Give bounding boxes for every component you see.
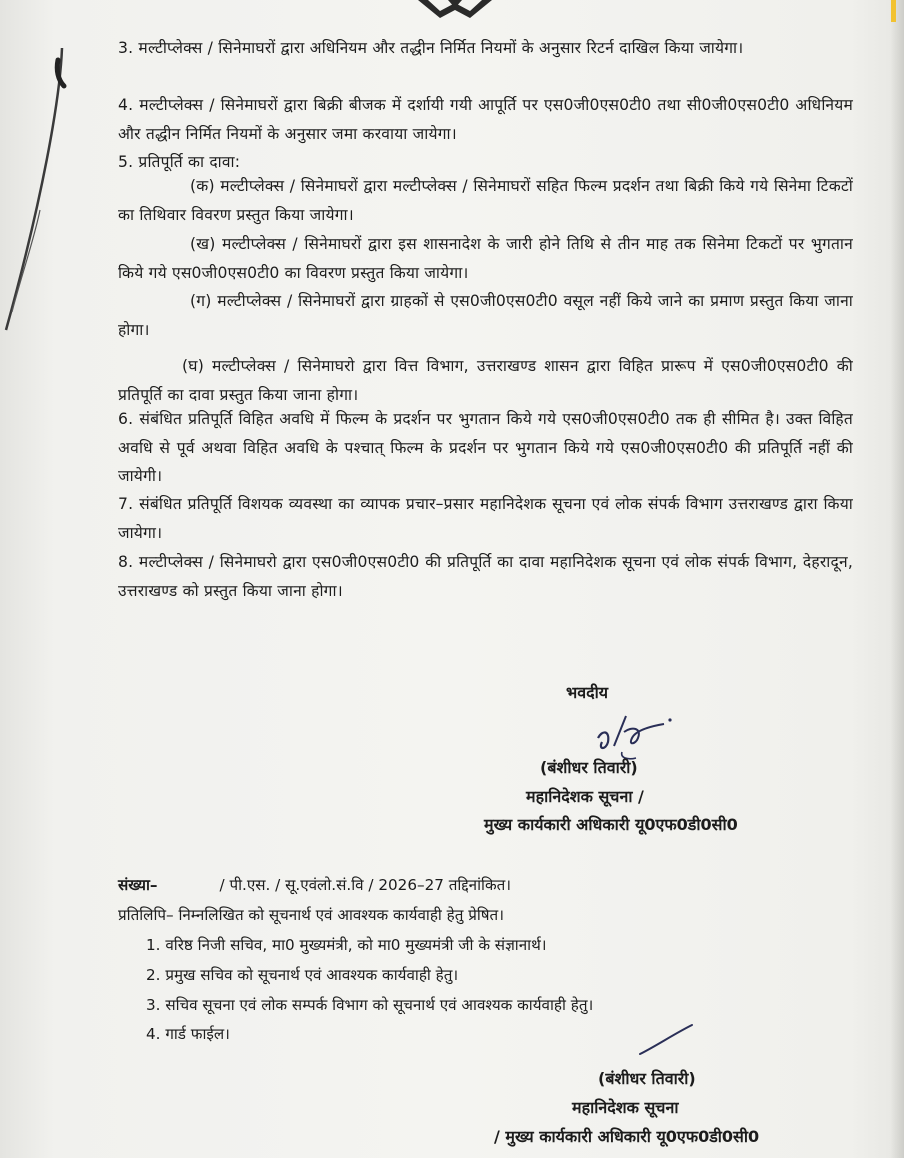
paragraph-5c: (ग) मल्टीप्लेक्स / सिनेमाघरों द्वारा ग्राहकों से एस0जी0एस0टी0 वसूल नहीं किये जाने का प्रमाण प्रस्तुत किया जाना होगा। [118, 292, 853, 339]
reference-line [118, 872, 511, 898]
paragraph-5d: (घ) मल्टीप्लेक्स / सिनेमाघरो द्वारा वित्त विभाग, उत्तराखण्ड शासन द्वारा विहित प्रारूप में एस0जी0एस0टी0 की प्रतिपूर्ति का दावा प्रस्तुत किया जाना होगा। [118, 357, 853, 404]
cc-item-3: 3. सचिव सूचना एवं लोक सम्पर्क विभाग को सूचनार्थ एवं आवश्यक कार्यवाही हेतु। [146, 996, 594, 1014]
paragraph-3: 3. मल्टीप्लेक्स / सिनेमाघरों द्वारा अधिनियम और तद्धीन निर्मित नियमों के अनुसार रिटर्न दाखिल किया जायेगा। [118, 39, 744, 57]
signatory-2-designation-1: महानिदेशक सूचना [572, 1098, 679, 1117]
signatory-designation-1: महानिदेशक सूचना / [526, 787, 644, 806]
paragraph-4: 4. मल्टीप्लेक्स / सिनेमाघरों द्वारा बिक्री बीजक में दर्शायी गयी आपूर्ति पर एस0जी0एस0टी0 तथा सी0जी0एस0टी0 अधिनियम और तद्धीन निर्मित नियमों के अनुसार जमा करवाया जायेगा। [118, 96, 853, 143]
signatory-2-name: (बंशीधर तिवारी) [598, 1069, 696, 1088]
signatory-2-designation-2: / मुख्य कार्यकारी अधिकारी यू0एफ0डी0सी0 [494, 1127, 760, 1146]
page-edge-shadow [890, 0, 904, 1158]
paragraph-5a: (क) मल्टीप्लेक्स / सिनेमाघरों द्वारा मल्टीप्लेक्स / सिनेमाघरों सहित फिल्म प्रदर्शन तथा बिक्री किये गये सिनेमा टिकटों का तिथिवार विवरण प्रस्तुत किया जायेगा। [118, 177, 853, 224]
reference-label: संख्या– [118, 876, 158, 894]
emblem-icon [410, 0, 500, 22]
pen-stroke-mark [0, 40, 80, 340]
paragraph-6: 6. संबंधित प्रतिपूर्ति विहित अवधि में फिल्म के प्रदर्शन पर भुगतान किये गये एस0जी0एस0टी0 तक ही सीमित है। उक्त विहित अवधि से पूर्व अथवा विहित अवधि के पश्चात् फिल्म के प्रदर्शन पर भुगतान किये गये एस0जी0एस0टी0 की प्रतिपूर्ति नहीं की जायेगी। [118, 410, 853, 485]
cc-item-2: 2. प्रमुख सचिव को सूचनार्थ एवं आवश्यक कार्यवाही हेतु। [146, 966, 459, 984]
edge-highlight [891, 0, 896, 22]
paragraph-8: 8. मल्टीप्लेक्स / सिनेमाघरो द्वारा एस0जी0एस0टी0 की प्रतिपूर्ति का दावा महानिदेशक सूचना एवं लोक संपर्क विभाग, देहरादून, उत्तराखण्ड को प्रस्तुत किया जाना होगा। [118, 553, 853, 600]
cc-item-4: 4. गार्ड फाईल। [146, 1025, 230, 1043]
signatory-name: (बंशीधर तिवारी) [540, 758, 638, 777]
paragraph-5b: (ख) मल्टीप्लेक्स / सिनेमाघरों द्वारा इस शासनादेश के जारी होने तिथि से तीन माह तक सिनेमा टिकटों पर भुगतान किये गये एस0जी0एस0टी0 का विवरण प्रस्तुत किया जायेगा। [118, 235, 853, 282]
closing-salutation: भवदीय [566, 683, 609, 702]
cc-intro: प्रतिलिपि– निम्नलिखित को सूचनार्थ एवं आवश्यक कार्यवाही हेतु प्रेषित। [118, 906, 504, 924]
reference-number: / पी.एस. / सू.एवंलो.सं.वि / 2026–27 तद्दिनांकित। [219, 876, 512, 894]
initial-mark [636, 1022, 696, 1058]
cc-item-1: 1. वरिष्ठ निजी सचिव, मा0 मुख्यमंत्री, को मा0 मुख्यमंत्री जी के संज्ञानार्थ। [146, 936, 547, 954]
paragraph-5-heading: 5. प्रतिपूर्ति का दावा: [118, 153, 241, 171]
signatory-designation-2: मुख्य कार्यकारी अधिकारी यू0एफ0डी0सी0 [484, 815, 738, 834]
paragraph-7: 7. संबंधित प्रतिपूर्ति विशयक व्यवस्था का व्यापक प्रचार–प्रसार महानिदेशक सूचना एवं लोक संपर्क विभाग उत्तराखण्ड द्वारा किया जायेगा। [118, 495, 853, 542]
